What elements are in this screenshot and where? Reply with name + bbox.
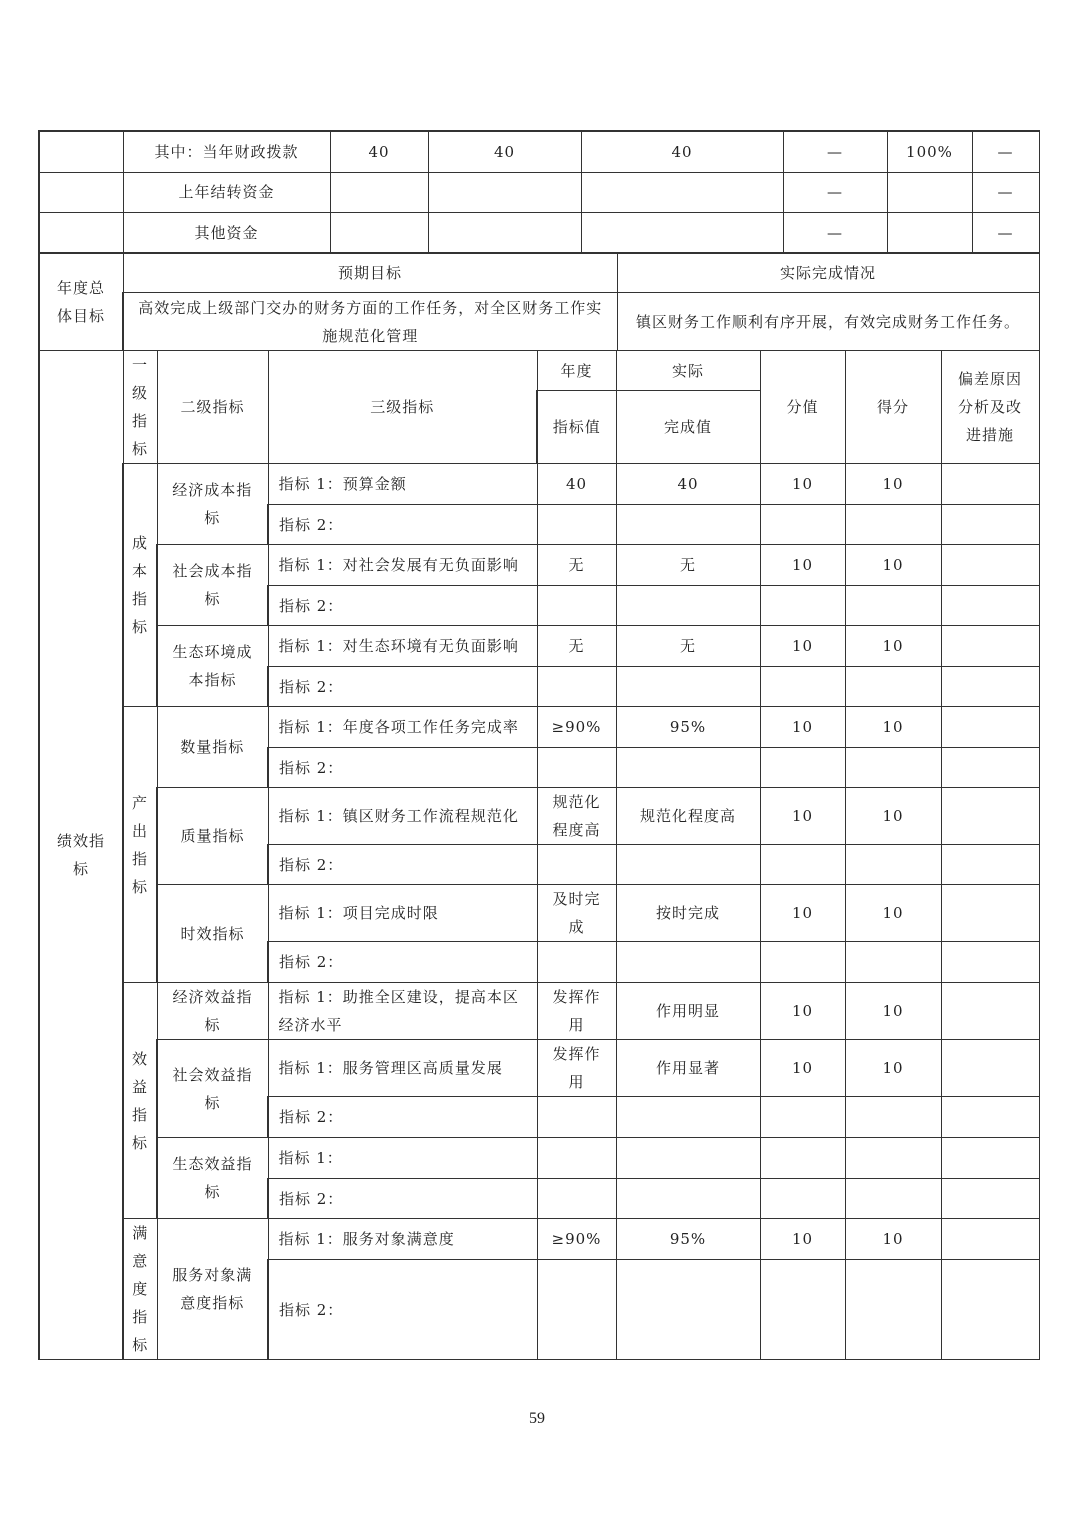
annual-goal-label: 年度总体目标 <box>39 253 123 351</box>
score-cell: 10 <box>845 983 941 1040</box>
value-cell <box>760 942 845 983</box>
level2-econ-benefit: 经济效益指标 <box>157 983 268 1040</box>
fund-cell <box>581 212 783 253</box>
actual-cell: 95% <box>616 1219 760 1260</box>
actual-value-header: 实际 <box>616 351 760 391</box>
value-cell: 10 <box>760 464 845 505</box>
actual-cell <box>616 667 760 707</box>
deviation-cell <box>941 942 1039 983</box>
fund-cell <box>887 212 972 253</box>
level3-cell: 指标 2： <box>268 1179 537 1219</box>
value-cell: 10 <box>760 983 845 1040</box>
score-cell <box>845 942 941 983</box>
deviation-cell <box>941 1097 1039 1138</box>
level2-econ-cost: 经济成本指标 <box>157 464 268 545</box>
value-cell: 10 <box>760 545 845 586</box>
level3-cell: 指标 1：对社会发展有无负面影响 <box>268 545 537 586</box>
deviation-cell <box>941 707 1039 748</box>
deviation-cell <box>941 545 1039 586</box>
target-cell: 发挥作用 <box>537 1040 616 1097</box>
level1-output: 产出指标 <box>123 707 157 983</box>
level3-cell: 指标 2： <box>268 667 537 707</box>
table-row <box>39 885 1039 942</box>
score-cell <box>845 667 941 707</box>
actual-cell: 作用显著 <box>616 1040 760 1097</box>
annual-target-header: 指标值 <box>537 391 616 464</box>
actual-value-header: 完成值 <box>616 391 760 464</box>
level1-benefit: 效益指标 <box>123 983 157 1219</box>
blank-cell <box>39 212 123 253</box>
fund-label: 上年结转资金 <box>123 172 330 212</box>
deviation-cell <box>941 1219 1039 1260</box>
score-value-header: 分值 <box>760 351 845 464</box>
level3-cell: 指标 2： <box>268 845 537 885</box>
funds-table <box>38 130 1040 254</box>
fund-label: 其他资金 <box>123 212 330 253</box>
deviation-cell <box>941 626 1039 667</box>
value-cell: 10 <box>760 626 845 667</box>
actual-cell <box>616 1179 760 1219</box>
fund-cell: — <box>783 131 887 172</box>
target-cell: 无 <box>537 626 616 667</box>
score-cell: 10 <box>845 707 941 748</box>
value-cell: 10 <box>760 1219 845 1260</box>
target-cell: 40 <box>537 464 616 505</box>
funds-row <box>39 212 1039 253</box>
level2-social-benefit: 社会效益指标 <box>157 1040 268 1138</box>
target-cell <box>537 942 616 983</box>
deviation-cell <box>941 586 1039 626</box>
target-cell <box>537 748 616 788</box>
performance-table <box>38 350 1040 1360</box>
fund-cell: — <box>783 172 887 212</box>
target-cell <box>537 505 616 545</box>
score-cell: 10 <box>845 788 941 845</box>
target-cell <box>537 1260 616 1360</box>
fund-cell: 100% <box>887 131 972 172</box>
level3-cell: 指标 1：对生态环境有无负面影响 <box>268 626 537 667</box>
actual-cell <box>616 505 760 545</box>
actual-cell <box>616 1260 760 1360</box>
score-cell <box>845 1097 941 1138</box>
fund-cell <box>330 212 428 253</box>
value-cell <box>760 748 845 788</box>
deviation-cell <box>941 1040 1039 1097</box>
level2-service-satisfaction: 服务对象满意度指标 <box>157 1219 268 1360</box>
score-cell <box>845 845 941 885</box>
level1-cost: 成本指标 <box>123 464 157 707</box>
table-row <box>39 788 1039 845</box>
deviation-cell <box>941 748 1039 788</box>
level2-header: 二级指标 <box>157 351 268 464</box>
score-cell: 10 <box>845 464 941 505</box>
deviation-cell <box>941 1179 1039 1219</box>
value-cell <box>760 1138 845 1179</box>
score-cell <box>845 586 941 626</box>
level2-eco-cost: 生态环境成本指标 <box>157 626 268 707</box>
fund-cell: — <box>972 212 1039 253</box>
fund-cell <box>887 172 972 212</box>
fund-cell <box>428 212 581 253</box>
score-cell: 10 <box>845 885 941 942</box>
actual-cell: 规范化程度高 <box>616 788 760 845</box>
level2-quantity: 数量指标 <box>157 707 268 788</box>
level3-cell: 指标 1： <box>268 1138 537 1179</box>
actual-cell <box>616 748 760 788</box>
actual-cell: 95% <box>616 707 760 748</box>
value-cell <box>760 1260 845 1360</box>
level3-cell: 指标 2： <box>268 505 537 545</box>
level3-cell: 指标 2： <box>268 1097 537 1138</box>
target-cell <box>537 667 616 707</box>
table-row <box>39 464 1039 505</box>
target-cell: 发挥作用 <box>537 983 616 1040</box>
target-cell: ≥90% <box>537 1219 616 1260</box>
level3-cell: 指标 1：服务对象满意度 <box>268 1219 537 1260</box>
target-cell <box>537 845 616 885</box>
actual-completion-header: 实际完成情况 <box>617 253 1039 293</box>
fund-cell <box>330 172 428 212</box>
score-cell <box>845 1179 941 1219</box>
level2-quality: 质量指标 <box>157 788 268 885</box>
level1-header: 一级指标 <box>123 351 157 464</box>
target-cell: ≥90% <box>537 707 616 748</box>
deviation-cell <box>941 885 1039 942</box>
funds-row <box>39 131 1039 172</box>
fund-cell: — <box>783 212 887 253</box>
value-cell <box>760 1179 845 1219</box>
deviation-cell <box>941 667 1039 707</box>
target-cell <box>537 1138 616 1179</box>
score-cell: 10 <box>845 626 941 667</box>
target-cell <box>537 1097 616 1138</box>
actual-cell <box>616 586 760 626</box>
level3-cell: 指标 1：年度各项工作任务完成率 <box>268 707 537 748</box>
fund-label: 其中：当年财政拨款 <box>123 131 330 172</box>
deviation-cell <box>941 464 1039 505</box>
target-cell <box>537 586 616 626</box>
blank-cell <box>39 172 123 212</box>
level3-cell: 指标 2： <box>268 586 537 626</box>
score-header: 得分 <box>845 351 941 464</box>
fund-cell: — <box>972 172 1039 212</box>
table-row <box>39 626 1039 667</box>
target-cell: 规范化程度高 <box>537 788 616 845</box>
actual-cell: 作用明显 <box>616 983 760 1040</box>
actual-cell: 按时完成 <box>616 885 760 942</box>
level1-satisfaction: 满意度指标 <box>123 1219 157 1360</box>
deviation-cell <box>941 788 1039 845</box>
value-cell <box>760 845 845 885</box>
deviation-header: 偏差原因分析及改进措施 <box>941 351 1039 464</box>
level2-timeliness: 时效指标 <box>157 885 268 983</box>
fund-cell: 40 <box>581 131 783 172</box>
score-cell <box>845 1138 941 1179</box>
table-row <box>39 1040 1039 1097</box>
actual-cell <box>616 942 760 983</box>
score-cell <box>845 748 941 788</box>
value-cell: 10 <box>760 707 845 748</box>
page-number: 59 <box>529 1410 545 1427</box>
score-cell: 10 <box>845 545 941 586</box>
actual-cell <box>616 1138 760 1179</box>
value-cell: 10 <box>760 1040 845 1097</box>
table-row <box>39 983 1039 1040</box>
actual-cell: 无 <box>616 626 760 667</box>
level3-cell: 指标 1：预算金额 <box>268 464 537 505</box>
score-cell: 10 <box>845 1219 941 1260</box>
level3-cell: 指标 1：镇区财务工作流程规范化 <box>268 788 537 845</box>
deviation-cell <box>941 505 1039 545</box>
actual-cell <box>616 1097 760 1138</box>
annual-goal-table <box>38 252 1040 351</box>
deviation-cell <box>941 1260 1039 1360</box>
target-cell: 及时完成 <box>537 885 616 942</box>
actual-cell <box>616 845 760 885</box>
fund-cell <box>428 172 581 212</box>
deviation-cell <box>941 1138 1039 1179</box>
blank-cell <box>39 131 123 172</box>
target-cell: 无 <box>537 545 616 586</box>
deviation-cell <box>941 845 1039 885</box>
level3-cell: 指标 1：项目完成时限 <box>268 885 537 942</box>
level2-eco-benefit: 生态效益指标 <box>157 1138 268 1219</box>
value-cell <box>760 667 845 707</box>
score-cell <box>845 505 941 545</box>
actual-cell: 40 <box>616 464 760 505</box>
perf-label: 绩效指标 <box>39 351 123 1360</box>
target-cell <box>537 1179 616 1219</box>
level3-cell: 指标 1：助推全区建设，提高本区经济水平 <box>268 983 537 1040</box>
table-row <box>39 707 1039 748</box>
expected-goal-text: 高效完成上级部门交办的财务方面的工作任务，对全区财务工作实施规范化管理 <box>123 293 617 351</box>
expected-goal-header: 预期目标 <box>123 253 617 293</box>
actual-completion-text: 镇区财务工作顺利有序开展，有效完成财务工作任务。 <box>617 293 1039 351</box>
fund-cell: — <box>972 131 1039 172</box>
table-row <box>39 545 1039 586</box>
level3-header: 三级指标 <box>268 351 537 464</box>
deviation-cell <box>941 983 1039 1040</box>
level2-social-cost: 社会成本指标 <box>157 545 268 626</box>
level3-cell: 指标 1：服务管理区高质量发展 <box>268 1040 537 1097</box>
value-cell <box>760 586 845 626</box>
annual-target-header: 年度 <box>537 351 616 391</box>
value-cell: 10 <box>760 885 845 942</box>
level3-cell: 指标 2： <box>268 942 537 983</box>
funds-row <box>39 172 1039 212</box>
score-cell <box>845 1260 941 1360</box>
value-cell <box>760 505 845 545</box>
level3-cell: 指标 2： <box>268 748 537 788</box>
table-row <box>39 1138 1039 1179</box>
score-cell: 10 <box>845 1040 941 1097</box>
value-cell <box>760 1097 845 1138</box>
fund-cell <box>581 172 783 212</box>
value-cell: 10 <box>760 788 845 845</box>
fund-cell: 40 <box>428 131 581 172</box>
actual-cell: 无 <box>616 545 760 586</box>
table-row <box>39 1219 1039 1260</box>
fund-cell: 40 <box>330 131 428 172</box>
level3-cell: 指标 2： <box>268 1260 537 1360</box>
